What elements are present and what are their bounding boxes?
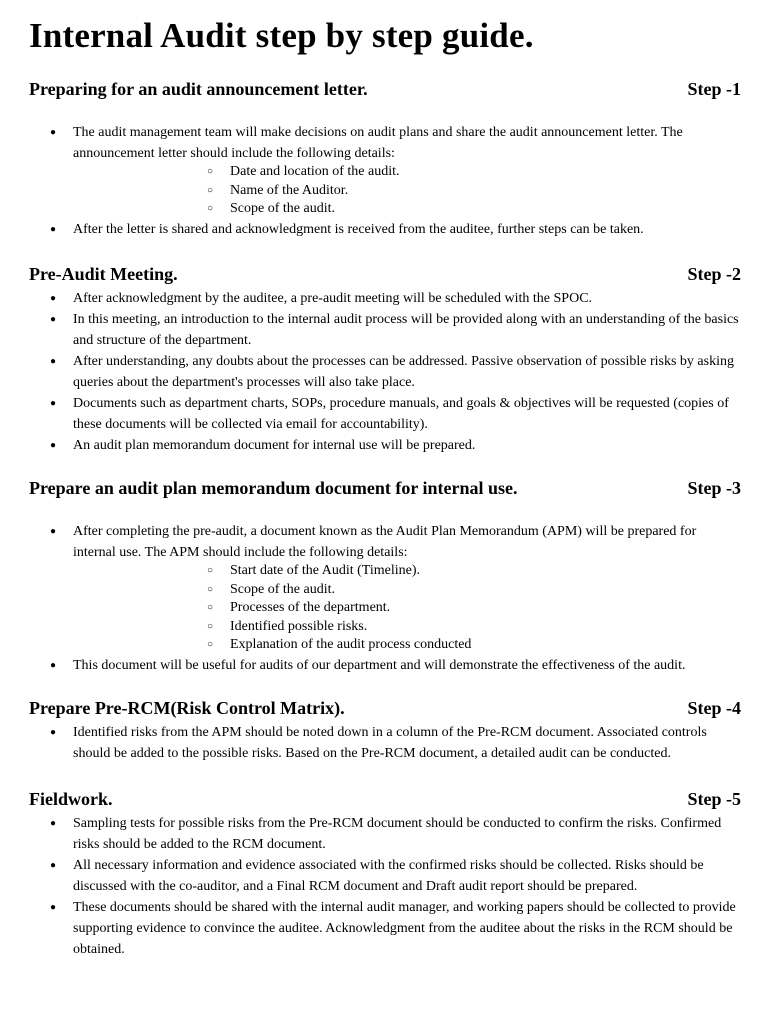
sub-item: ○ Explanation of the audit process conducted — [73, 636, 741, 655]
bullet-item: ● After the letter is shared and acknowledgment is received from the auditee, further steps can be taken. — [29, 219, 741, 240]
step-label: Step -3 — [687, 478, 741, 498]
step-label: Step -1 — [687, 79, 741, 99]
sub-list — [73, 163, 741, 219]
bullet-list — [29, 288, 741, 456]
bullet-item: ● Documents such as department charts, SOPs, procedure manuals, and goals & objectives will be requested (copies of these documents will be collected via email for accountability). — [29, 393, 741, 435]
bullet-list — [29, 521, 741, 676]
bullet-text: The audit management team will make decisions on audit plans and share the audit announcement letter. The announcement letter should include the following details: — [73, 125, 683, 161]
sub-item: ○ Identified possible risks. — [73, 618, 741, 637]
section-step-4 — [29, 696, 741, 764]
section-step-5 — [29, 787, 741, 960]
section-header — [29, 262, 741, 286]
bullet-item: ● An audit plan memorandum document for internal use will be prepared. — [29, 435, 741, 456]
section-title: Prepare Pre-RCM(Risk Control Matrix). — [29, 698, 345, 718]
bullet-text: After completing the pre-audit, a document known as the Audit Plan Memorandum (APM) will be prepared for internal use. The APM should include the following details: — [73, 524, 697, 560]
section-step-2 — [29, 262, 741, 456]
bullet-item: ● After understanding, any doubts about the processes can be addressed. Passive observation of possible risks by asking queries about the department's processes will also take place. — [29, 351, 741, 393]
bullet-item: ● Sampling tests for possible risks from the Pre-RCM document should be conducted to confirm the risks. Confirmed risks should be added to the RCM document. — [29, 813, 741, 855]
bullet-item: ● All necessary information and evidence associated with the confirmed risks should be collected. Risks should be discussed with the co-auditor, and a Final RCM document and Draft audit report should be prepared. — [29, 855, 741, 897]
bullet-item: ● After acknowledgment by the auditee, a pre-audit meeting will be scheduled with the SPOC. — [29, 288, 741, 309]
bullet-item — [29, 521, 741, 655]
bullet-item: ● This document will be useful for audits of our department and will demonstrate the effectiveness of the audit. — [29, 655, 741, 676]
bullet-list — [29, 122, 741, 240]
bullet-item: ● These documents should be shared with the internal audit manager, and working papers should be collected to provide supporting evidence to convince the auditee. Acknowledgment from the auditee about the risks in the RCM should be obtained. — [29, 897, 741, 960]
section-title: Pre-Audit Meeting. — [29, 264, 178, 284]
bullet-item — [29, 122, 741, 219]
bullet-list — [29, 722, 741, 764]
section-title: Preparing for an audit announcement letter. — [29, 79, 368, 99]
sub-item: ○ Scope of the audit. — [73, 581, 741, 600]
bullet-item: ● In this meeting, an introduction to the internal audit process will be provided along with an understanding of the basics and structure of the department. — [29, 309, 741, 351]
sub-item: ○ Scope of the audit. — [73, 200, 741, 219]
step-label: Step -5 — [687, 789, 741, 809]
sub-list — [73, 562, 741, 655]
section-step-3 — [29, 476, 741, 676]
bullet-list — [29, 813, 741, 960]
section-header — [29, 77, 741, 101]
section-header — [29, 696, 741, 720]
section-title: Prepare an audit plan memorandum document for internal use. — [29, 478, 518, 498]
step-label: Step -2 — [687, 264, 741, 284]
sub-item: ○ Date and location of the audit. — [73, 163, 741, 182]
page-title: Internal Audit step by step guide. — [29, 16, 534, 55]
step-label: Step -4 — [687, 698, 741, 718]
sub-item: ○ Start date of the Audit (Timeline). — [73, 562, 741, 581]
bullet-item: ● Identified risks from the APM should be noted down in a column of the Pre-RCM document. Associated controls should be added to the possible risks. Based on the Pre-RCM document, a detailed audit can be conducted. — [29, 722, 741, 764]
section-header — [29, 787, 741, 811]
section-header — [29, 476, 741, 500]
section-title: Fieldwork. — [29, 789, 113, 809]
sub-item: ○ Name of the Auditor. — [73, 182, 741, 201]
section-step-1 — [29, 77, 741, 240]
sub-item: ○ Processes of the department. — [73, 599, 741, 618]
